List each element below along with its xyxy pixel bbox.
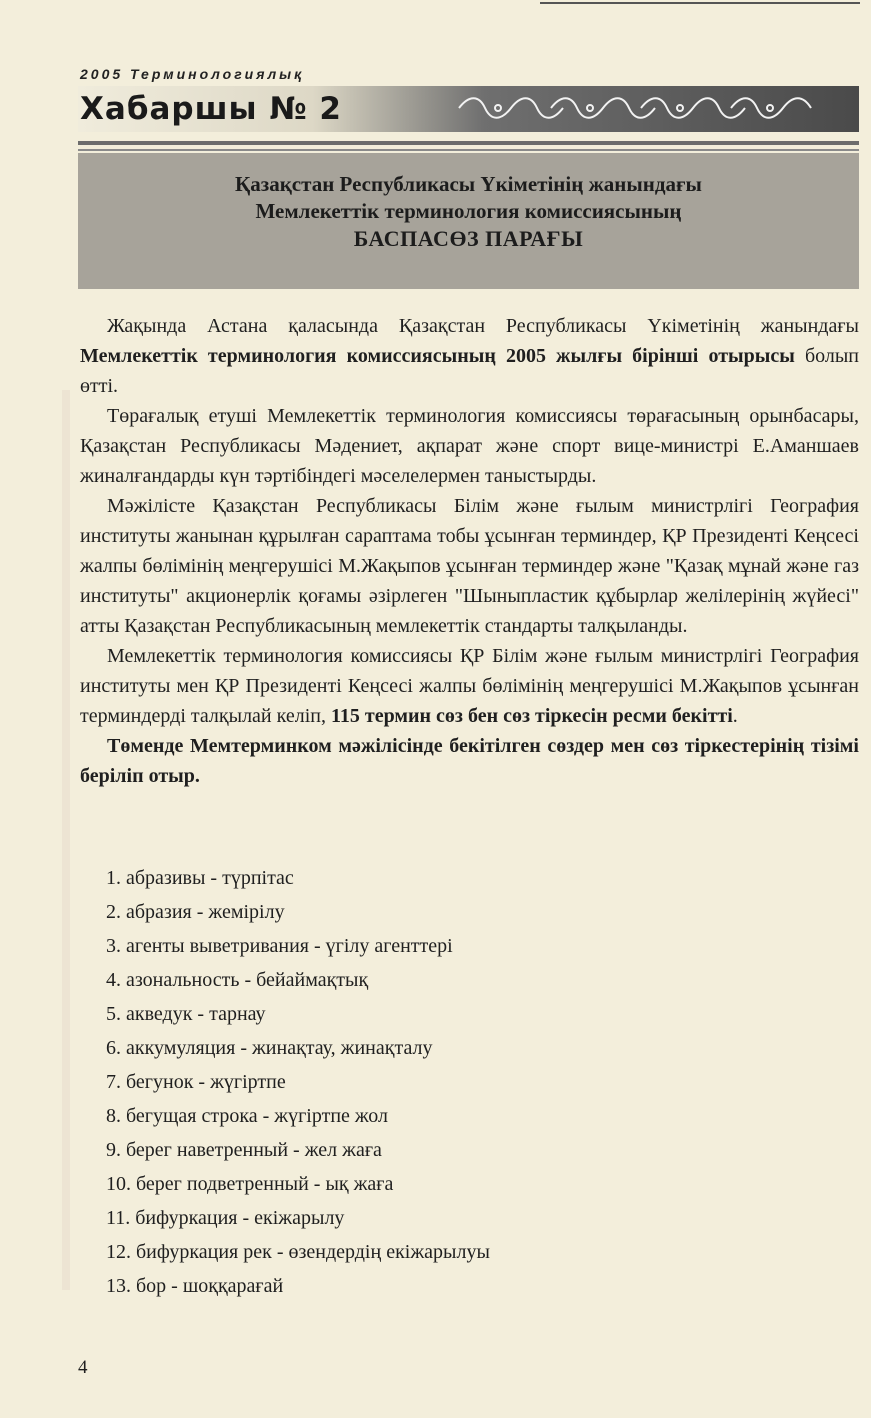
list-item: 3. агенты выветривания - үгілу агенттері — [106, 935, 453, 957]
header-rule-thin — [78, 149, 859, 151]
press-box-line-1: Қазақстан Республикасы Үкіметінің жанындағы — [235, 172, 702, 196]
page-shadow — [62, 390, 70, 1290]
top-rule — [540, 2, 860, 4]
header-small-title: 2005 Терминологиялық — [80, 66, 305, 82]
list-item: 1. абразивы - түрпітас — [106, 867, 294, 889]
list-item: 6. аккумуляция - жинақтау, жинақталу — [106, 1037, 433, 1059]
paragraph-1 — [80, 311, 859, 401]
list-item: 12. бифуркация рек - өзендердің екіжарылуы — [106, 1241, 490, 1263]
article-body — [80, 311, 859, 791]
list-item: 8. бегущая строка - жүгіртпе жол — [106, 1105, 388, 1127]
paragraph-4-bold: 115 термин сөз бен сөз тіркесін ресми бекітті — [330, 705, 733, 727]
paragraph-3: Мәжілісте Қазақстан Республикасы Білім және ғылым министрлігі География институты жанынан құрылған сараптама тобы ұсынған терминдер, ҚР Президенті Кеңсесі жалпы бөлімінің меңгерушісі М.Жақыпов ұсынған терминдер және "Қазақ мұнай және газ институты" акционерлік қоғамы әзірлеген "Шыныпластик құбырлар желілерінің жүйесі" атты Қазақстан Республикасының мемлекеттік стандарты талқыланды. — [80, 495, 859, 637]
paragraph-5 — [80, 731, 859, 791]
list-item: 5. акведук - тарнау — [106, 1003, 266, 1025]
press-box-line-3: БАСПАСӨЗ ПАРАҒЫ — [353, 226, 584, 251]
journal-title: Хабаршы № 2 — [80, 91, 342, 127]
paragraph-1-text-a: Жақында Астана қаласында Қазақстан Республикасы Үкіметінің жанындағы — [107, 315, 859, 337]
list-item: 2. абразия - жеміріл​у — [106, 901, 285, 923]
list-item: 10. берег подветренный - ық жаға — [106, 1173, 394, 1195]
term-list — [106, 861, 806, 1303]
paragraph-4 — [80, 641, 859, 731]
press-release-box — [78, 153, 859, 289]
list-item: 7. бегунок - жүгіртпе — [106, 1071, 286, 1093]
list-item: 11. бифуркация - екіжарылу — [106, 1207, 345, 1229]
header-rule-thick — [78, 141, 859, 145]
paragraph-5-bold: Төменде Мемтерминком мәжілісінде бекітілген сөздер мен сөз тіркестерінің тізімі беріліп отыр. — [80, 735, 859, 787]
list-item: 9. берег наветренный - жел жаға — [106, 1139, 382, 1161]
list-item: 13. бор - шоққарағай — [106, 1275, 284, 1297]
paragraph-4-text-a: Мемлекеттік терминология комиссиясы ҚР Білім және ғылым министрлігі География институты мен ҚР Президенті Кеңсесі жалпы бөлімінің меңгерушісі М.Жақыпов ұсынған терминдерді талқылай келіп, — [80, 645, 859, 727]
press-box-line-2: Мемлекеттік терминология комиссиясының — [255, 199, 682, 223]
paragraph-1-bold: Мемлекеттік терминология комиссиясының 2005 жылғы бірінші отырысы — [80, 345, 795, 367]
ornament-icon — [455, 95, 815, 121]
list-item: 4. азональность - бейаймақтық — [106, 969, 369, 991]
page-number: 4 — [78, 1357, 88, 1378]
paragraph-2: Төрағалық етуші Мемлекеттік терминология комиссиясы төрағасының орынбасары, Қазақстан Республикасы Мәдениет, ақпарат және спорт вице-министрі Е.Аманшаев жиналғандарды күн тәртібіндегі мәселелермен таныстырды. — [80, 405, 859, 487]
paragraph-4-text-c: . — [732, 705, 738, 727]
paragraph-1-text-c: болып өтті. — [80, 345, 859, 397]
